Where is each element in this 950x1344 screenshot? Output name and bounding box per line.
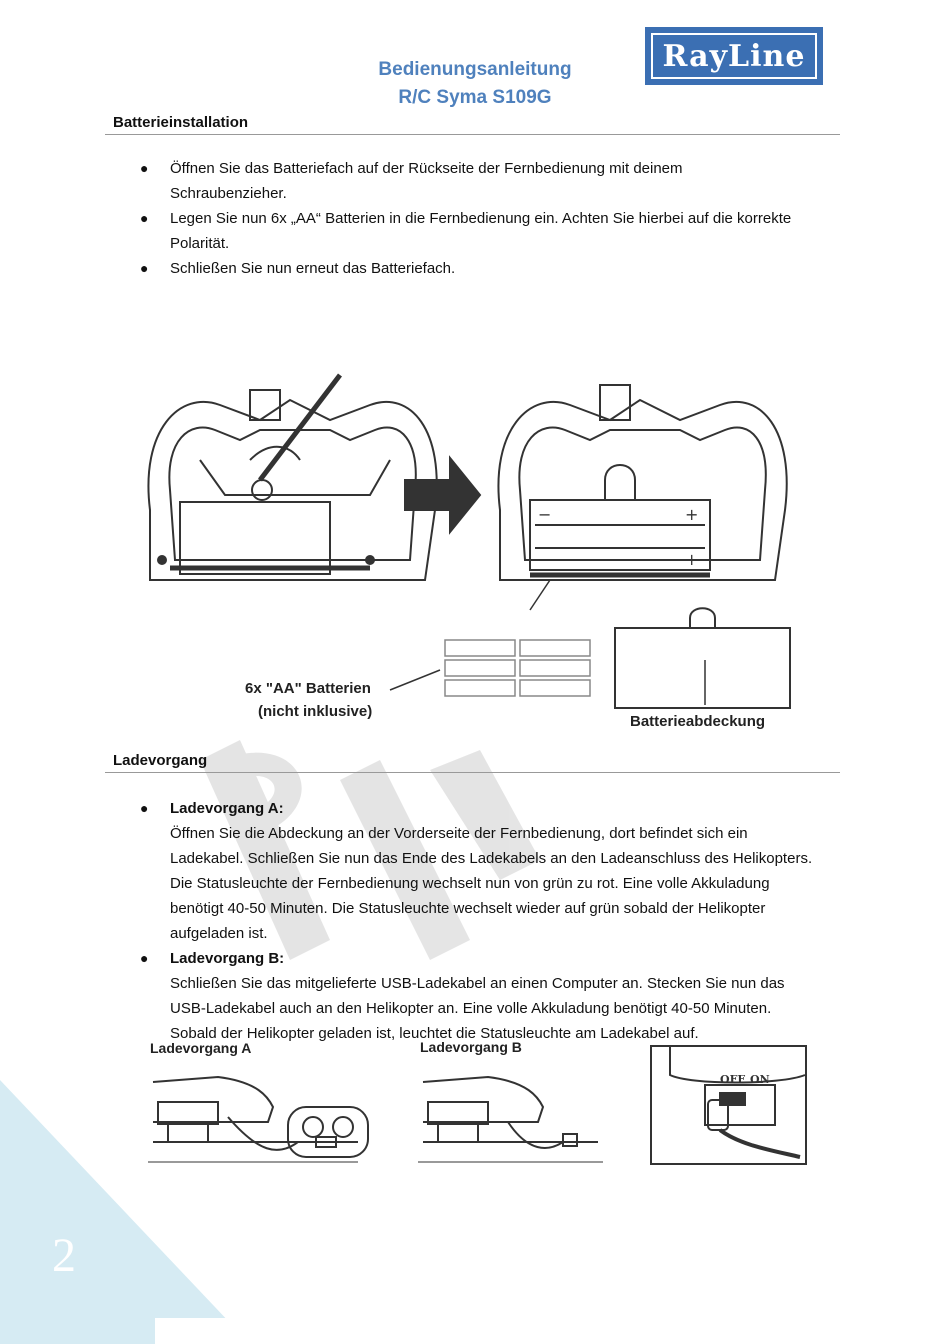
switch-off-label: OFF: [720, 1073, 746, 1086]
svg-text:−: −: [538, 550, 552, 569]
svg-text:+: +: [685, 550, 699, 569]
charging-b-illustration: [418, 1062, 618, 1172]
logo-text: RayLine: [651, 33, 817, 79]
figure-label-a: Ladevorgang A: [150, 1040, 252, 1056]
list-item: ● Ladevorgang A: Öffnen Sie die Abdeckung an der Vorderseite der Fernbedienung, dort befindet sich ein Ladekabel. Schließen Sie nun das Ende des Ladekabels an den Ladeanschluss des Helikopters. Die Statusleuchte der Fernbedienung wechselt nun von grün zu rot. Eine volle Akkuladung benötigt 40-50 Minuten. Die Statusleuchte wechselt wieder auf grün sobald der Helikopter aufgeladen ist.: [170, 796, 870, 946]
list-item: ● Schließen Sie nun erneut das Batteriefach.: [170, 256, 850, 281]
rayline-logo: [645, 27, 823, 85]
corner-white-strip: [155, 1318, 345, 1344]
charging-instructions-list: [140, 796, 870, 1046]
list-item: ● Ladevorgang B: Schließen Sie das mitgelieferte USB-Ladekabel an einen Computer an. Stecken Sie nun das USB-Ladekabel auch an den Helikopter an. Eine volle Akkuladung benötigt 40-50 Minuten. Sobald der Helikopter geladen ist, leuchtet die Statusleuchte am Ladekabel auf.: [170, 946, 870, 1046]
battery-label-line2: (nicht inklusive): [258, 703, 373, 720]
power-switch-illustration: [650, 1045, 810, 1167]
section-heading-batterieinstallation: Batterieinstallation: [113, 114, 249, 131]
bullet-icon: ●: [140, 800, 149, 816]
section-divider: [105, 134, 840, 135]
document-title-line2: R/C Syma S109G: [398, 87, 552, 108]
svg-text:−: −: [538, 505, 552, 524]
bullet-icon: ●: [140, 950, 149, 966]
bullet-icon: ●: [140, 210, 149, 226]
page-number: 2: [52, 1229, 76, 1282]
bullet-icon: ●: [140, 260, 149, 276]
section-heading-ladevorgang: Ladevorgang: [113, 752, 208, 769]
battery-instructions-list: [140, 156, 850, 281]
switch-on-label: ON: [750, 1073, 770, 1086]
item-title: Ladevorgang B:: [170, 950, 285, 967]
battery-label-line1: 6x "AA" Batterien: [245, 680, 371, 697]
svg-text:+: +: [685, 505, 699, 524]
charging-a-illustration: [148, 1062, 388, 1172]
item-title: Ladevorgang A:: [170, 800, 284, 817]
document-title-line1: Bedienungsanleitung: [378, 59, 572, 80]
cover-label: Batterieabdeckung: [630, 713, 766, 730]
battery-installation-illustration: [140, 360, 810, 740]
list-item: ● Legen Sie nun 6x „AA“ Batterien in die Fernbedienung ein. Achten Sie hierbei auf die korrekte Polarität.: [170, 206, 850, 256]
list-item: ● Öffnen Sie das Batteriefach auf der Rückseite der Fernbedienung mit deinem Schraubenzieher.: [170, 156, 850, 206]
section-divider: [105, 772, 840, 773]
bullet-icon: ●: [140, 160, 149, 176]
figure-label-b: Ladevorgang B: [420, 1039, 522, 1055]
